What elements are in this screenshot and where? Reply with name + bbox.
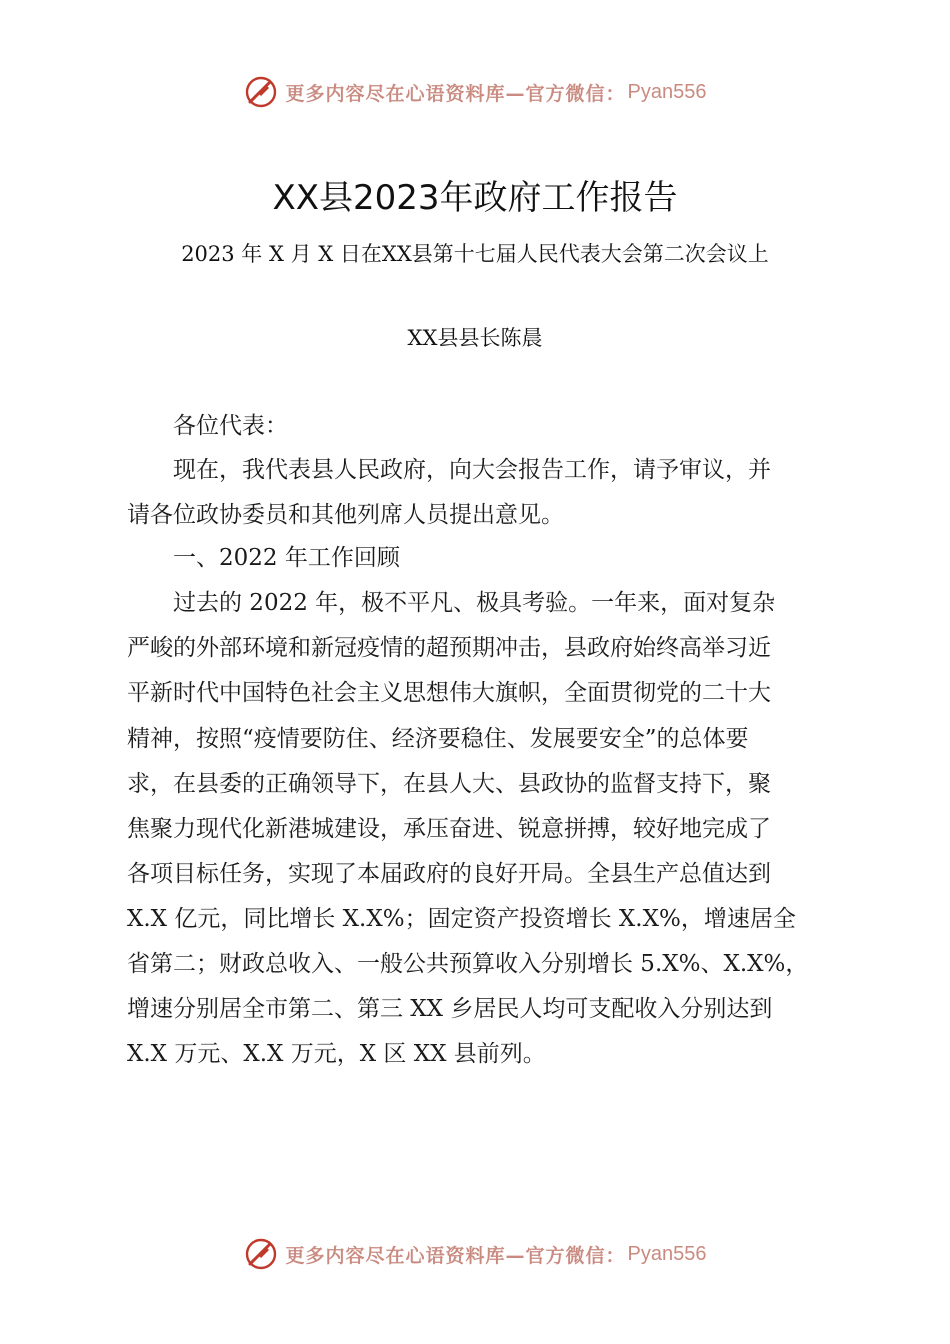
watermark-wechat-id: Pyan556 <box>627 1242 707 1265</box>
pen-logo-icon <box>244 1237 278 1271</box>
text-line: 增速分别居全市第二、第三 XX 乡居民人均可支配收入分别达到 <box>127 996 773 1022</box>
document-title: XX县2023年政府工作报告 <box>272 178 678 218</box>
intro-paragraph <box>127 448 833 538</box>
body-paragraph-1 <box>127 581 833 716</box>
text-line: 省第二；财政总收入、一般公共预算收入分别增长 5.X%、X.X%， <box>127 951 809 977</box>
watermark-text: 更多内容尽在心语资料库—官方微信： <box>285 82 626 105</box>
text-line: 请各位政协委员和其他列席人员提出意见。 <box>127 502 564 528</box>
text-line: 现在，我代表县人民政府，向大会报告工作，请予审议，并 <box>173 457 771 483</box>
text-line: X.X 亿元，同比增长 X.X%；固定资产投资增长 X.X%，增速居全 <box>127 906 796 932</box>
text-line: 焦聚力现代化新港城建设，承压奋进、锐意拼搏，较好地完成了 <box>127 816 771 842</box>
watermark-banner-top <box>0 72 950 112</box>
text-line: X.X 万元、X.X 万元，X 区 XX 县前列。 <box>127 1041 546 1067</box>
salutation: 各位代表： <box>173 413 288 439</box>
text-line: 严峻的外部环境和新冠疫情的超预期冲击，县政府始终高举习近 <box>127 635 771 661</box>
text-line: 精神，按照“疫情要防住、经济要稳住、发展要安全”的总体要 <box>127 726 749 752</box>
pen-logo-icon <box>244 75 278 109</box>
watermark-banner-bottom <box>0 1234 950 1274</box>
watermark-text: 更多内容尽在心语资料库—官方微信： <box>285 1244 626 1267</box>
text-line: 过去的 2022 年，极不平凡、极具考验。一年来，面对复杂 <box>173 590 776 616</box>
section-heading: 一、2022 年工作回顾 <box>173 545 400 571</box>
text-line: 求，在县委的正确领导下，在县人大、县政协的监督支持下，聚 <box>127 771 771 797</box>
text-line: 平新时代中国特色社会主义思想伟大旗帜，全面贯彻党的二十大 <box>127 680 771 706</box>
document-subtitle: 2023 年 X 月 X 日在XX县第十七届人民代表大会第二次会议上 <box>181 242 769 266</box>
text-line: 各项目标任务，实现了本届政府的良好开局。全县生产总值达到 <box>127 861 771 887</box>
document-author: XX县县长陈晨 <box>407 326 543 350</box>
watermark-wechat-id: Pyan556 <box>627 80 707 103</box>
body-paragraph-2 <box>127 717 833 1077</box>
